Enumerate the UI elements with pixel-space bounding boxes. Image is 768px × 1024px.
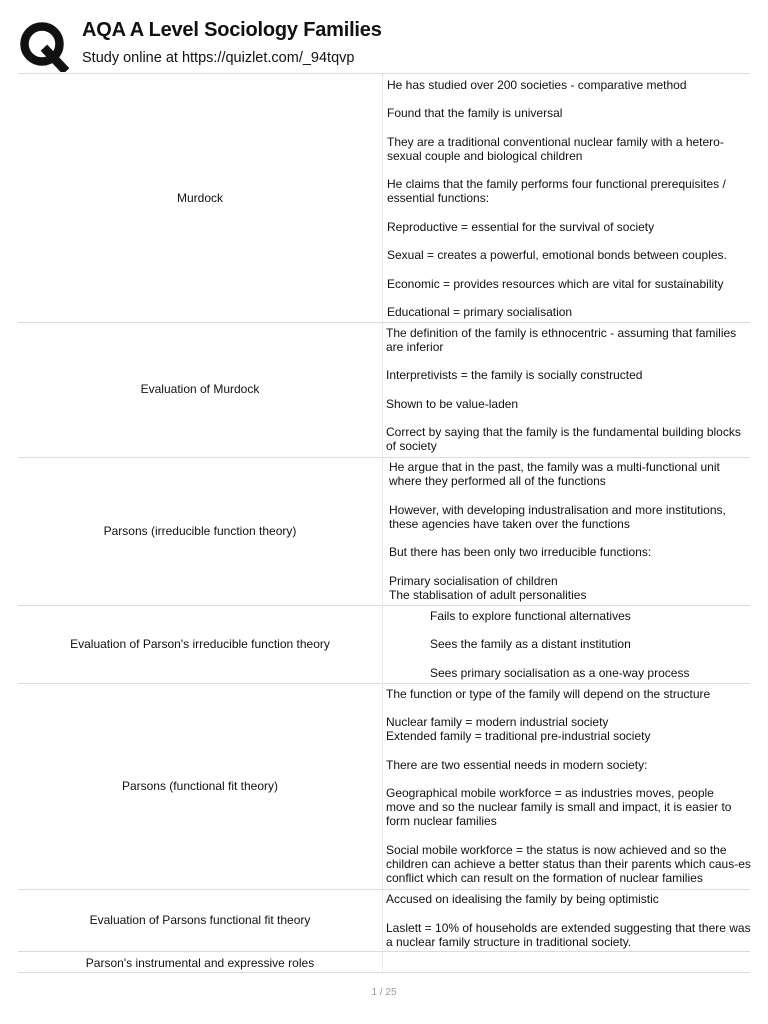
term-parsons-irreducible-function-theory: Parsons (irreducible function theory) bbox=[103, 524, 297, 538]
divider bbox=[18, 73, 750, 74]
definition-line: Accused on idealising the family by being optimistic bbox=[386, 892, 659, 906]
definition-line: Sees primary socialisation as a one-way process bbox=[430, 666, 690, 680]
page-title: AQA A Level Sociology Families bbox=[82, 19, 382, 41]
divider bbox=[18, 457, 750, 458]
page-number: 1 / 25 bbox=[371, 987, 397, 998]
study-online-link[interactable]: Study online at https://quizlet.com/_94tqvp bbox=[82, 50, 355, 66]
definition-line: He argue that in the past, the family was a multi-functional unit where they performed all of the functions bbox=[389, 460, 720, 488]
definition-line: There are two essential needs in modern society: bbox=[386, 758, 648, 772]
term-parsons-functional-fit-theory: Parsons (functional fit theory) bbox=[121, 779, 279, 793]
definition-line: Educational = primary socialisation bbox=[387, 305, 573, 319]
definition-line: Sexual = creates a powerful, emotional bonds between couples. bbox=[387, 248, 727, 262]
divider bbox=[18, 683, 750, 684]
definition-line: The definition of the family is ethnocentric - assuming that families are inferior bbox=[386, 326, 737, 354]
definition-line: The function or type of the family will depend on the structure bbox=[386, 687, 711, 701]
definition-line: Nuclear family = modern industrial society Extended family = traditional pre-industrial society bbox=[386, 715, 651, 743]
definition-line: They are a traditional conventional nuclear family with a hetero-sexual couple and biological children bbox=[387, 135, 724, 163]
definition-line: Geographical mobile workforce = as industries moves, people move and so the nuclear family is small and impact, it is easier to form nuclear families bbox=[386, 786, 732, 828]
divider bbox=[18, 322, 750, 323]
term-evaluation-of-murdock: Evaluation of Murdock bbox=[140, 382, 260, 396]
definition-line: Fails to explore functional alternatives bbox=[430, 609, 631, 623]
definition-line: However, with developing industralisation and more institutions, these agencies have taken over the functions bbox=[389, 503, 726, 531]
definition-line: Laslett = 10% of households are extended suggesting that there was a nuclear family structure in traditional society. bbox=[386, 921, 751, 949]
definition-line: Sees the family as a distant institution bbox=[430, 637, 631, 651]
term-murdock: Murdock bbox=[176, 191, 223, 205]
definition-line: Interpretivists = the family is socially constructed bbox=[386, 368, 643, 382]
divider bbox=[18, 605, 750, 606]
definition-line: But there has been only two irreducible functions: bbox=[389, 545, 652, 559]
column-divider bbox=[382, 74, 383, 972]
term-evaluation-of-parsons-functional-fit-theory: Evaluation of Parsons functional fit theory bbox=[89, 913, 311, 927]
definition-line: Social mobile workforce = the status is now achieved and so the children can achieve a better status than their parents which caus-es conflict which can result on the formation of nuclear families bbox=[386, 843, 751, 885]
definition-line: Economic = provides resources which are vital for sustainability bbox=[387, 277, 724, 291]
definition-line: He has studied over 200 societies - comparative method bbox=[387, 78, 687, 92]
page-header bbox=[0, 0, 768, 74]
definition-line: Correct by saying that the family is the fundamental building blocks of society bbox=[386, 425, 741, 453]
term-evaluation-of-parsons-irreducible-function-theory: Evaluation of Parson's irreducible function theory bbox=[70, 637, 330, 651]
definition-line: Primary socialisation of children The stablisation of adult personalities bbox=[389, 574, 587, 602]
term-parsons-instrumental-and-expressive-roles: Parson's instrumental and expressive roles bbox=[85, 956, 315, 970]
definition-line: He claims that the family performs four functional prerequisites / essential functions: bbox=[387, 177, 726, 205]
divider bbox=[18, 889, 750, 890]
quizlet-logo-icon bbox=[18, 20, 70, 72]
definition-line: Reproductive = essential for the survival of society bbox=[387, 220, 655, 234]
definition-line: Found that the family is universal bbox=[387, 106, 563, 120]
divider bbox=[18, 972, 750, 973]
definition-line: Shown to be value-laden bbox=[386, 397, 519, 411]
divider bbox=[18, 951, 750, 952]
